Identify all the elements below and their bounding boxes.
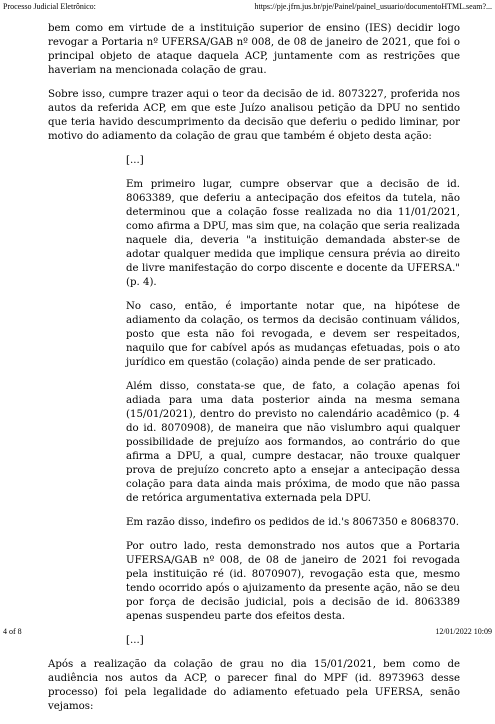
quote-paragraph-1: Em primeiro lugar, cumpre observar que a decisão de id. 8063389, que deferiu a antecipação dos efeitos da tutela, não determinou que a colação fosse realizada no dia 11/01/2021, como afirma a DPU, mas sim que, na colação que seria realizada naquele dia, deveria "a instituição demandada abster-se de adotar qualquer medida que implique censura prévia ao direito de livre manifestação do corpo discente e docente da UFERSA." (p. 4). — [126, 179, 460, 288]
header-url: https://pje.jfrn.jus.br/pje/Painel/painel_usuario/documentoHTML.seam?... — [254, 2, 492, 11]
paragraph-3: Após a realização da colação de grau no dia 15/01/2021, bem como de audiência nos autos da ACP, o parecer final do MPF (id. 8973963 desse processo) foi pela legalidade do adiamento efetuado pela UFERSA, senão vejamos: — [48, 659, 460, 712]
header-title: Processo Judicial Eletrônico: — [3, 2, 96, 11]
quote-paragraph-5: Por outro lado, resta demonstrado nos autos que a Portaria UFERSA/GAB nº 008, de 08 de janeiro de 2021 foi revogada pela instituição ré (id. 8070907), revogação esta que, mesmo tendo ocorrido após o ajuizamento da presente ação, não se deu por força de decisão judicial, pois a decisão de id. 8063389 apenas suspendeu parte dos efeitos desta. — [126, 541, 460, 622]
paragraph-1: bem como em virtude de a instituição superior de ensino (IES) decidir logo revogar a Portaria nº UFERSA/GAB nº 008, de 08 de janeiro de 2021, que foi o principal objeto de ataque daquela ACP, juntamente com as restrições que haveriam na mencionada colação de grau. — [48, 23, 460, 76]
quote-ellipsis-end: [...] — [126, 635, 144, 646]
quote-paragraph-4: Em razão disso, indefiro os pedidos de id.'s 8067350 e 8068370. — [126, 517, 459, 528]
print-timestamp: 12/01/2022 10:09 — [435, 627, 492, 636]
page-counter: 4 of 8 — [3, 627, 22, 636]
quote-paragraph-2: No caso, então, é importante notar que, na hipótese de adiamento da colação, os termos da decisão continuam válidos, posto que esta não foi revogada, e devem ser respeitados, naquilo que for cabível após as mudanças efetuadas, pois o ato jurídico em questão (colação) ainda pende de ser praticado. — [126, 301, 460, 368]
quote-paragraph-3: Além disso, constata-se que, de fato, a colação apenas foi adiada para uma data posterior ainda na mesma semana (15/01/2021), dentro do previsto no calendário acadêmico (p. 4 do id. 8070908), de maneira que não vislumbro aqui qualquer possibilidade de prejuízo aos formandos, ao contrário do que afirma a DPU, a qual, cumpre destacar, não trouxe qualquer prova de prejuízo concreto apto a ensejar a antecipação dessa colação para data ainda mais próxima, de modo que não passa de retórica argumentativa externada pela DPU. — [126, 381, 460, 504]
quoted-decision — [126, 154, 460, 648]
document-body — [48, 22, 460, 724]
paragraph-2: Sobre isso, cumpre trazer aqui o teor da decisão de id. 8073227, proferida nos autos da referida ACP, em que este Juízo analisou petição da DPU no sentido que teria havido descumprimento da decisão que deferiu o pedido liminar, por motivo do adiamento da colação de grau que também é objeto desta ação: — [48, 89, 460, 142]
quote-ellipsis-start: [...] — [126, 155, 144, 166]
